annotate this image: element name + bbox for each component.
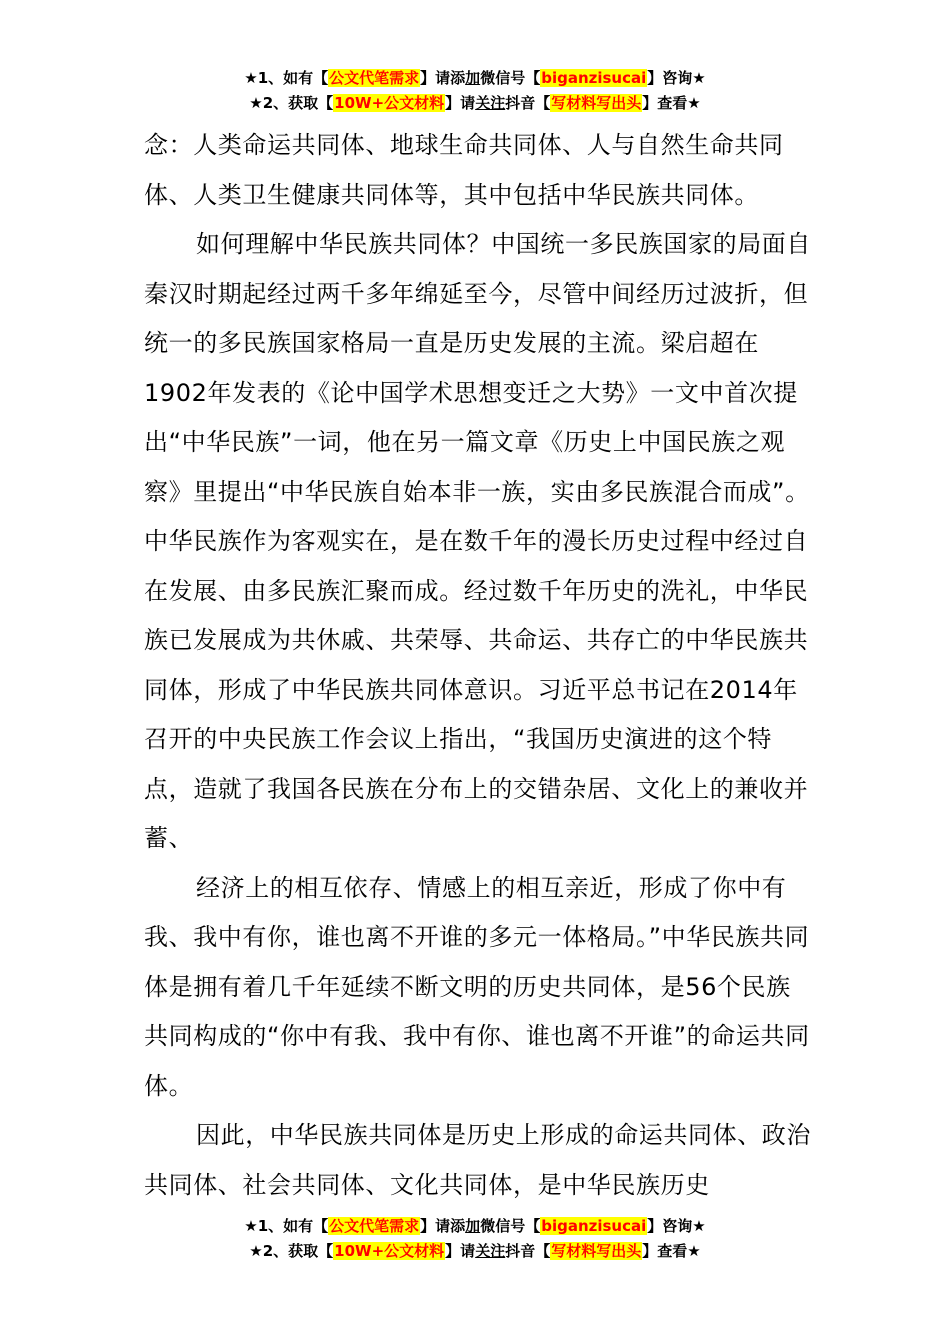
banner-text: 】咨询	[647, 1217, 693, 1235]
paragraph: 经济上的相互依存、情感上的相互亲近，形成了你中有我、我中有你，谁也离不开谁的多元一体格局。”中华民族共同体是拥有着几千年延续不断文明的历史共同体，是56个民族共同构成的“你中有我、我中有你、谁也离不开谁”的命运共同体。	[144, 873, 810, 1100]
banner-text: 1、如有【	[257, 69, 329, 87]
banner-text: 1、如有【	[257, 1217, 329, 1235]
banner-text: 】请	[445, 1242, 476, 1260]
highlight-douyin-id: 写材料写出头	[551, 94, 642, 112]
star-icon: ★	[687, 94, 701, 112]
paragraph: 因此，中华民族共同体是历史上形成的命运共同体、政治共同体、社会共同体、文化共同体，是中华民族历史	[144, 1121, 811, 1199]
banner-text: 2、获取【	[262, 1242, 334, 1260]
banner-text: 】请添	[420, 69, 466, 87]
banner-text: 】请添	[420, 1217, 466, 1235]
banner-text: 关注	[475, 94, 506, 112]
banner-text: 加	[465, 1217, 481, 1235]
highlight-douyin-id: 写材料写出头	[551, 1242, 642, 1260]
banner-line-1	[0, 66, 950, 91]
banner-text: 】请	[445, 94, 476, 112]
highlight-service: 公文代笔需求	[329, 69, 420, 87]
star-icon: ★	[244, 1217, 258, 1235]
highlight-materials: 10W+公文材料	[334, 94, 445, 112]
banner-text: 】咨询	[647, 69, 693, 87]
star-icon: ★	[687, 1242, 701, 1260]
banner-text: 】查看	[642, 1242, 688, 1260]
footer-banner	[0, 1214, 950, 1264]
star-icon: ★	[249, 94, 263, 112]
banner-text: 关注	[475, 1242, 506, 1260]
banner-line-2	[0, 91, 950, 116]
banner-text: 微信号【	[480, 69, 541, 87]
banner-text: 微信号【	[480, 1217, 541, 1235]
banner-text: 抖音【	[505, 1242, 551, 1260]
highlight-service: 公文代笔需求	[329, 1217, 420, 1235]
star-icon: ★	[692, 69, 706, 87]
highlight-wechat-id: biganzisucai	[541, 1217, 647, 1235]
document-body	[144, 121, 812, 1210]
star-icon: ★	[692, 1217, 706, 1235]
header-banner	[0, 66, 950, 116]
highlight-materials: 10W+公文材料	[334, 1242, 445, 1260]
paragraph: 如何理解中华民族共同体？中国统一多民族国家的局面自秦汉时期起经过两千多年绵延至今，尽管中间经历过波折，但统一的多民族国家格局一直是历史发展的主流。梁启超在1902年发表的《论中国学术思想变迁之大势》一文中首次提出“中华民族”一词，他在另一篇文章《历史上中国民族之观察》里提出“中华民族自始本非一族，实由多民族混合而成”。中华民族作为客观实在，是在数千年的漫长历史过程中经过自在发展、由多民族汇聚而成。经过数千年历史的洗礼，中华民族已发展成为共休戚、共荣辱、共命运、共存亡的中华民族共同体，形成了中华民族共同体意识。习近平总书记在2014年召开的中央民族工作会议上指出，“我国历史演进的这个特点，造就了我国各民族在分布上的交错杂居、文化上的兼收并蓄、	[144, 230, 811, 852]
highlight-wechat-id: biganzisucai	[541, 69, 647, 87]
star-icon: ★	[244, 69, 258, 87]
banner-text: 】查看	[642, 94, 688, 112]
banner-line-2	[0, 1239, 950, 1264]
banner-text: 抖音【	[505, 94, 551, 112]
banner-line-1	[0, 1214, 950, 1239]
banner-text: 2、获取【	[262, 94, 334, 112]
banner-text: 加	[465, 69, 481, 87]
star-icon: ★	[249, 1242, 263, 1260]
paragraph: 念：人类命运共同体、地球生命共同体、人与自然生命共同体、人类卫生健康共同体等，其中包括中华民族共同体。	[144, 131, 784, 209]
